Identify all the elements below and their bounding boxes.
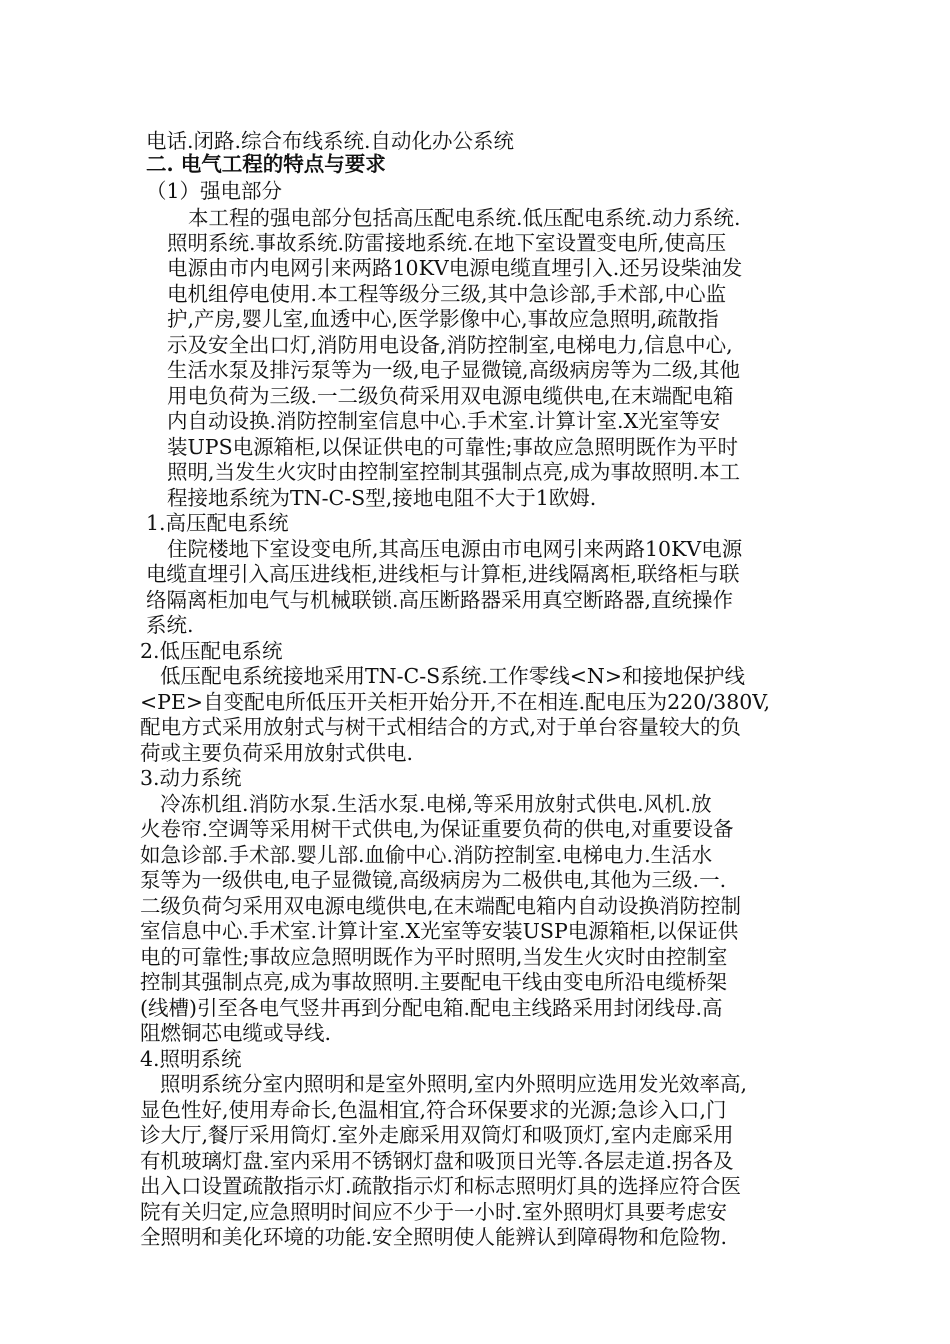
paragraph-line: 电的可靠性;事故应急照明既作为平时照明,当发生火灾时由控制室 bbox=[140, 945, 728, 969]
paragraph-line: 络隔离柜加电气与机械联锁.高压断路器采用真空断路器,直统操作 bbox=[146, 588, 734, 612]
paragraph-line: 全照明和美化环境的功能.安全照明使人能辨认到障碍物和危险物. bbox=[140, 1225, 728, 1249]
paragraph-line: 照明系统.事故系统.防雷接地系统.在地下室设置变电所,使高压 bbox=[167, 231, 727, 255]
subsection-heading: （1）强电部分 bbox=[146, 179, 283, 203]
paragraph-line: (线槽)引至各电气竖井再到分配电箱.配电主线路采用封闭线母.高 bbox=[140, 996, 723, 1020]
paragraph-line: 有机玻璃灯盘.室内采用不锈钢灯盘和吸顶日光等.各层走道.拐各及 bbox=[140, 1149, 734, 1173]
power-heading: 3.动力系统 bbox=[140, 766, 242, 790]
paragraph-line: 冷冻机组.消防水泵.生活水泵.电梯,等采用放射式供电.风机.放 bbox=[160, 792, 712, 816]
paragraph-line: 电源由市内电网引来两路10KV电源电缆直埋引入.还另设柴油发 bbox=[167, 256, 743, 280]
lv-heading: 2.低压配电系统 bbox=[140, 639, 283, 663]
paragraph-line: 低压配电系统接地采用TN-C-S系统.工作零线<N>和接地保护线 bbox=[160, 664, 745, 688]
paragraph-line: 系统. bbox=[146, 613, 194, 637]
paragraph-line: 院有关归定,应急照明时间应不少于一小时.室外照明灯具要考虑安 bbox=[140, 1200, 728, 1224]
paragraph-line: 诊大厅,餐厅采用筒灯.室外走廊采用双筒灯和吸顶灯,室内走廊采用 bbox=[140, 1123, 734, 1147]
paragraph-line: 装UPS电源箱柜,以保证供电的可靠性;事故应急照明既作为平时 bbox=[167, 435, 739, 459]
paragraph-line: 室信息中心.手术室.计算计室.X光室等安装USP电源箱柜,以保证供 bbox=[140, 919, 739, 943]
paragraph-line: 出入口设置疏散指示灯.疏散指示灯和标志照明灯具的选择应符合医 bbox=[140, 1174, 742, 1198]
section-heading: 二. 电气工程的特点与要求 bbox=[146, 152, 386, 176]
paragraph-line: 用电负荷为三级.一二级负荷采用双电源电缆供电,在末端配电箱 bbox=[167, 384, 734, 408]
paragraph-line: 阻燃铜芯电缆或导线. bbox=[140, 1021, 332, 1045]
paragraph-line: 内自动设换.消防控制室信息中心.手术室.计算计室.X光室等安 bbox=[167, 409, 721, 433]
hv-heading: 1.高压配电系统 bbox=[146, 511, 289, 535]
paragraph-line: 电机组停电使用.本工程等级分三级,其中急诊部,手术部,中心监 bbox=[167, 282, 727, 306]
paragraph-line: 程接地系统为TN-C-S型,接地电阻不大于1欧姆. bbox=[167, 486, 597, 510]
paragraph-line: 生活水泵及排污泵等为一级,电子显微镜,高级病房等为二级,其他 bbox=[167, 358, 741, 382]
lighting-heading: 4.照明系统 bbox=[140, 1047, 242, 1071]
paragraph-line: 显色性好,使用寿命长,色温相宜,符合环保要求的光源;急诊入口,门 bbox=[140, 1098, 727, 1122]
paragraph-line: 照明,当发生火灾时由控制室控制其强制点亮,成为事故照明.本工 bbox=[167, 460, 741, 484]
paragraph-line: 火卷帘.空调等采用树干式供电,为保证重要负荷的供电,对重要设备 bbox=[140, 817, 734, 841]
paragraph-line: 二级负荷匀采用双电源电缆供电,在末端配电箱内自动设换消防控制 bbox=[140, 894, 742, 918]
paragraph-line: 示及安全出口灯,消防用电设备,消防控制室,电梯电力,信息中心, bbox=[167, 333, 733, 357]
paragraph-line: 住院楼地下室设变电所,其高压电源由市电网引来两路10KV电源 bbox=[167, 537, 743, 561]
paragraph-line: 泵等为一级供电,电子显微镜,高级病房为二极供电,其他为三级.一. bbox=[140, 868, 727, 892]
paragraph-line: 配电方式采用放射式与树干式相结合的方式,对于单台容量较大的负 bbox=[140, 715, 742, 739]
paragraph-line: 本工程的强电部分包括高压配电系统.低压配电系统.动力系统. bbox=[188, 206, 741, 230]
paragraph-line: 照明系统分室内照明和是室外照明,室内外照明应选用发光效率高, bbox=[160, 1072, 748, 1096]
paragraph-line: 电缆直埋引入高压进线柜,进线柜与计算柜,进线隔离柜,联络柜与联 bbox=[146, 562, 740, 586]
paragraph-line: 护,产房,婴儿室,血透中心,医学影像中心,事故应急照明,疏散指 bbox=[167, 307, 719, 331]
paragraph-line: 控制其强制点亮,成为事故照明.主要配电干线由变电所沿电缆桥架 bbox=[140, 970, 728, 994]
paragraph-line: <PE>自变配电所低压开关柜开始分开,不在相连.配电压为220/380V, bbox=[140, 690, 771, 714]
paragraph-line: 荷或主要负荷采用放射式供电. bbox=[140, 741, 414, 765]
paragraph-line: 如急诊部.手术部.婴儿部.血偷中心.消防控制室.电梯电力.生活水 bbox=[140, 843, 713, 867]
intro-line: 电话.闭路.综合布线系统.自动化办公系统 bbox=[146, 129, 515, 153]
